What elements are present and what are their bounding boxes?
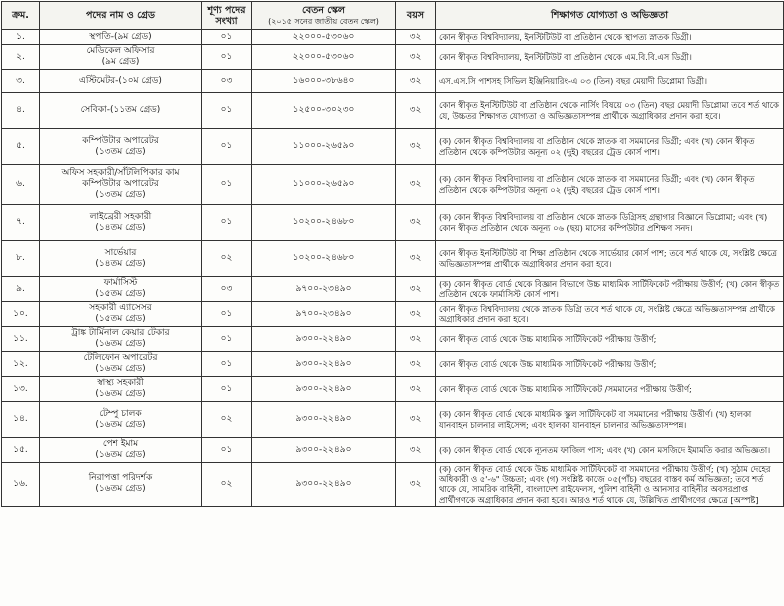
cell-post: [40, 463, 202, 507]
post-name: পেশ ইমাম: [102, 439, 139, 449]
cell-pay-scale: ১০২০০-২৪৬৮০: [252, 241, 396, 277]
cell-pay-scale: ৯৩০০-২২৪৯০: [252, 438, 396, 463]
table-row: [2, 463, 784, 507]
header-vacancy: শূণ্য পদের সংখ্যা: [202, 2, 252, 30]
cell-qualification: কোন স্বীকৃত বোর্ড থেকে উচ্চ মাধ্যমিক সার্টিফিকেট পরীক্ষায় উত্তীর্ণ;: [436, 352, 784, 377]
cell-age: ৩২: [396, 327, 436, 352]
cell-pay-scale: ৯৩০০-২২৪৯০: [252, 327, 396, 352]
cell-post: [40, 70, 202, 93]
header-pay-sub: (২০১৫ সনের জাতীয় বেতন স্কেল): [268, 16, 379, 26]
cell-post: [40, 302, 202, 327]
cell-post: [40, 327, 202, 352]
cell-pay-scale: ৯৩০০-২২৪৯০: [252, 402, 396, 438]
cell-serial: ৬.: [2, 165, 40, 205]
post-name: সার্ভেয়ার: [104, 247, 137, 258]
table-row: [2, 93, 784, 129]
cell-qualification: (ক) কোন স্বীকৃত বোর্ড থেকে মাধ্যমিক স্কুল সার্টিফিকেট বা সমমানের পরীক্ষায় উত্তীর্ণ। (খ) হালকা যানবাহন চালনার লাইসেন্স; এবং হালকা যানবাহন চালনার অভিজ্ঞতাসম্পন্ন।: [436, 402, 784, 438]
cell-pay-scale: ২২০০০-৫৩০৬০: [252, 45, 396, 70]
job-vacancy-table: [1, 1, 784, 507]
cell-serial: ১২.: [2, 352, 40, 377]
post-grade: (১৬তম গ্রেড): [95, 484, 146, 495]
cell-qualification: কোন স্বীকৃত ইনস্টিটিউট বা প্রতিষ্ঠান থেকে নার্সিং বিষয়ে ০৩ (তিন) বছর মেয়াদী ডিপ্লোমা তবে শর্ত থাকে যে, উচ্চতর শিক্ষাগত যোগ্যতা ও অভিজ্ঞতাসম্পন্ন প্রার্থীকে অগ্রাধিকার প্রদান করা হবে।: [436, 93, 784, 129]
cell-age: ৩২: [396, 205, 436, 241]
post-name: টেলিফোন অপারেটর: [83, 353, 158, 363]
cell-serial: ৫.: [2, 129, 40, 165]
post-grade: (১৬তম গ্রেড): [95, 419, 146, 430]
post-name: সহকারী এ্যাসেসর: [89, 303, 152, 313]
cell-age: ৩২: [396, 45, 436, 70]
cell-pay-scale: ৯৩০০-২২৪৯০: [252, 463, 396, 507]
cell-age: ৩২: [396, 30, 436, 45]
cell-post: [40, 205, 202, 241]
cell-vacancy: ০১: [202, 30, 252, 45]
post-name: স্থপতি-(৯ম গ্রেড): [89, 31, 152, 42]
cell-serial: ৮.: [2, 241, 40, 277]
cell-vacancy: ০২: [202, 402, 252, 438]
cell-post: [40, 30, 202, 45]
cell-post: [40, 352, 202, 377]
table-row: [2, 377, 784, 402]
table-row: [2, 327, 784, 352]
post-grade: (১৬তম গ্রেড): [95, 364, 146, 374]
post-grade: (১৫তম গ্রেড): [95, 289, 146, 299]
cell-qualification: (ক) কোন স্বীকৃত বিশ্ববিদ্যালয় বা প্রতিষ্ঠান থেকে স্নাতক বা সমমানের ডিগ্রী; এবং (খ) কোন স্বীকৃত প্রতিষ্ঠান থেকে কম্পিউটার অনূন্য ০২ (দুই) বছরের ট্রেড কোর্স পাশ।: [436, 165, 784, 205]
cell-qualification: কোন স্বীকৃত ইনস্টিটিউট বা শিক্ষা প্রতিষ্ঠান থেকে সার্ভেয়ার কোর্স পাশ; তবে শর্ত থাকে যে, সংশ্লিষ্ট ক্ষেত্রে অভিজ্ঞতাসম্পন্ন প্রার্থীকে অগ্রাধিকার প্রদান করা হবে।: [436, 241, 784, 277]
cell-pay-scale: ১১০০০-২৬৫৯০: [252, 129, 396, 165]
post-name: লাইব্রেরী সহকারী: [89, 211, 152, 222]
post-grade: (৯ম গ্রেড): [101, 57, 140, 67]
post-name: টেম্পু চালক: [99, 408, 142, 419]
header-qualification: শিক্ষাগত যোগ্যতা ও অভিজ্ঞতা: [436, 2, 784, 30]
post-grade: (১৪তম গ্রেড): [95, 258, 146, 269]
post-name: ফার্মাসিস্ট: [103, 278, 138, 288]
cell-serial: ২.: [2, 45, 40, 70]
cell-vacancy: ০১: [202, 302, 252, 327]
post-name: এস্টিমেটর-(১০ম গ্রেড): [79, 75, 162, 86]
cell-vacancy: ০১: [202, 165, 252, 205]
post-grade: (১৬তম গ্রেড): [95, 389, 146, 399]
cell-qualification: কোন স্বীকৃত বোর্ড থেকে উচ্চ মাধ্যমিক সার্টিফিকেট পরীক্ষায় উত্তীর্ণ;: [436, 327, 784, 352]
table-row: [2, 30, 784, 45]
cell-vacancy: ০১: [202, 352, 252, 377]
post-name: অফিস সহকারী/সাঁটলিপিকার কাম কম্পিউটার অপারেটর: [61, 168, 180, 189]
cell-serial: ৪.: [2, 93, 40, 129]
cell-serial: ১৪.: [2, 402, 40, 438]
cell-vacancy: ০১: [202, 129, 252, 165]
header-pay-label: বেতন স্কেল: [301, 4, 346, 16]
post-name: মেডিকেল অফিসার: [86, 46, 155, 56]
cell-serial: ১৩.: [2, 377, 40, 402]
cell-pay-scale: ৯৩০০-২২৪৯০: [252, 377, 396, 402]
cell-post: [40, 438, 202, 463]
cell-qualification: কোন স্বীকৃত বিশ্ববিদ্যালয় থেকে স্নাতক ডিগ্রি তবে শর্ত থাকে যে, সংশ্লিষ্ট ক্ষেত্রে অভিজ্ঞতাসম্পন্ন প্রার্থীকে অগ্রাধিকার প্রদান করা হবে।: [436, 302, 784, 327]
cell-vacancy: ০১: [202, 205, 252, 241]
table-row: [2, 205, 784, 241]
cell-age: ৩২: [396, 377, 436, 402]
cell-serial: ১.: [2, 30, 40, 45]
cell-vacancy: ০১: [202, 93, 252, 129]
cell-age: ৩২: [396, 70, 436, 93]
post-name: নিরাপত্তা পরিদর্শক: [88, 473, 153, 484]
cell-vacancy: ০১: [202, 377, 252, 402]
cell-age: ৩২: [396, 463, 436, 507]
cell-age: ৩২: [396, 93, 436, 129]
cell-pay-scale: ৯৩০০-২২৪৯০: [252, 352, 396, 377]
cell-post: [40, 129, 202, 165]
header-post: পদের নাম ও গ্রেড: [40, 2, 202, 30]
cell-qualification: (ক) কোন স্বীকৃত বোর্ড থেকে বিজ্ঞান বিভাগে উচ্চ মাধ্যমিক সার্টিফিকেট পরীক্ষায় উত্তীর্ণ; (খ) কোন স্বীকৃত প্রতিষ্ঠান থেকে ফার্মাসিস্ট কোর্স পাশ।: [436, 277, 784, 302]
cell-age: ৩২: [396, 352, 436, 377]
cell-serial: ৩.: [2, 70, 40, 93]
cell-serial: ৯.: [2, 277, 40, 302]
cell-pay-scale: ১০২০০-২৪৬৮০: [252, 205, 396, 241]
header-age: বয়স: [396, 2, 436, 30]
cell-pay-scale: ১১০০০-২৬৫৯০: [252, 165, 396, 205]
cell-vacancy: ০২: [202, 463, 252, 507]
post-name: ট্রাঙ্ক টার্মিনাল কেয়ার টেকার: [71, 328, 170, 338]
cell-age: ৩২: [396, 302, 436, 327]
cell-pay-scale: ৯৭০০-২৩৪৯০: [252, 302, 396, 327]
table-row: [2, 438, 784, 463]
cell-age: ৩২: [396, 402, 436, 438]
cell-vacancy: ০১: [202, 45, 252, 70]
table-row: [2, 129, 784, 165]
table-row: [2, 70, 784, 93]
cell-vacancy: ০১: [202, 438, 252, 463]
cell-vacancy: ০১: [202, 327, 252, 352]
post-name: স্বাস্থ্য সহকারী: [97, 378, 144, 388]
cell-vacancy: ০৩: [202, 70, 252, 93]
cell-pay-scale: ৯৭০০-২৩৪৯০: [252, 277, 396, 302]
cell-qualification: কোন স্বীকৃত বোর্ড থেকে উচ্চ মাধ্যমিক সার্টিফিকেট /সমমানের পরীক্ষায় উত্তীর্ণ;: [436, 377, 784, 402]
post-name: সেবিকা-(১১তম গ্রেড): [80, 105, 161, 115]
cell-post: [40, 277, 202, 302]
cell-qualification: কোন স্বীকৃত বিশ্ববিদ্যালয়, ইনস্টিটিউট বা প্রতিষ্ঠান থেকে স্থাপত্য স্নাতক ডিগ্রী।: [436, 30, 784, 45]
table-row: [2, 302, 784, 327]
cell-post: [40, 402, 202, 438]
cell-post: [40, 377, 202, 402]
cell-age: ৩২: [396, 277, 436, 302]
table-row: [2, 45, 784, 70]
table-row: [2, 402, 784, 438]
cell-age: ৩২: [396, 241, 436, 277]
table-header-row: [2, 2, 784, 30]
cell-post: [40, 241, 202, 277]
post-grade: (১৬তম গ্রেড): [95, 450, 146, 460]
cell-qualification: (ক) কোন স্বীকৃত বিশ্ববিদ্যালয় বা প্রতিষ্ঠান থেকে স্নাতক ডিগ্রিসহ গ্রন্থাগার বিজ্ঞানে ডিপ্লোমা; এবং (খ) কোন স্বীকৃত প্রতিষ্ঠান থেকে অনূন্য ০৬ (ছয়) মাসের কম্পিউটার প্রশিক্ষণ সনদ।: [436, 205, 784, 241]
table-row: [2, 241, 784, 277]
header-pay: [252, 2, 396, 30]
post-grade: (১৪তম গ্রেড): [95, 222, 146, 233]
post-grade: (১৩তম গ্রেড): [95, 146, 146, 157]
cell-serial: ৭.: [2, 205, 40, 241]
cell-qualification: (ক) কোন স্বীকৃত বোর্ড থেকে উচ্চ মাধ্যমিক সার্টিফিকেট বা সমমানের পরীক্ষায় উত্তীর্ণ; (খ) সুঠাম দেহের অধিকারী ও ৫'-৬" উচ্চতা; এবং (গ) সংশ্লিষ্ট কাজে ০৫(পাঁচ) বছরের বাস্তব কর্ম অভিজ্ঞতা; তবে শর্ত থাকে যে, সামরিক বাহিনী, বাংলাদেশ রাইফেলস, পুলিশ বাহিনী ও আনসার বাহিনীর অবসরপ্রাপ্ত প্রার্থীগণকে অগ্রাধিকার প্রদান করা হবে। আরও শর্ত থাকে যে, উল্লিখিত প্রার্থীগণের ক্ষেত্রে [অস্পষ্ট]: [436, 463, 784, 507]
cell-serial: ১৬.: [2, 463, 40, 507]
cell-age: ৩২: [396, 129, 436, 165]
cell-post: [40, 93, 202, 129]
post-name: কম্পিউটার অপারেটর: [82, 135, 159, 146]
cell-serial: ১১.: [2, 327, 40, 352]
cell-post: [40, 45, 202, 70]
cell-pay-scale: ২২০০০-৫৩০৬০: [252, 30, 396, 45]
cell-age: ৩২: [396, 165, 436, 205]
post-grade: (১৩তম গ্রেড): [95, 190, 146, 200]
table-row: [2, 277, 784, 302]
cell-vacancy: ০৩: [202, 277, 252, 302]
cell-serial: ১৫.: [2, 438, 40, 463]
cell-qualification: (ক) কোন স্বীকৃত বিশ্ববিদ্যালয় বা প্রতিষ্ঠান থেকে স্নাতক বা সমমানের ডিগ্রী; এবং (খ) কোন স্বীকৃত প্রতিষ্ঠান থেকে কম্পিউটার অনূন্য ০২ (দুই) বছরের ট্রেড কোর্স পাশ।: [436, 129, 784, 165]
cell-vacancy: ০২: [202, 241, 252, 277]
cell-qualification: এস.এস.সি পাশসহ সিভিল ইঞ্জিনিয়ারিং-এ ০৩ (তিন) বছর মেয়াদী ডিপ্লোমা ডিগ্রী।: [436, 70, 784, 93]
cell-post: [40, 165, 202, 205]
post-grade: (১৫তম গ্রেড): [95, 314, 146, 324]
cell-qualification: (ক) কোন স্বীকৃত বোর্ড থেকে ন্যূনতম ফাজিল পাস; এবং (খ) কোন মসজিদে ইমামতি করার অভিজ্ঞতা।: [436, 438, 784, 463]
post-grade: (১৬তম গ্রেড): [95, 339, 146, 349]
table-row: [2, 165, 784, 205]
table-row: [2, 352, 784, 377]
cell-pay-scale: ১৬০০০-৩৮৬৪০: [252, 70, 396, 93]
header-serial: ক্রম.: [2, 2, 40, 30]
cell-serial: ১০.: [2, 302, 40, 327]
cell-qualification: কোন স্বীকৃত বিশ্ববিদ্যালয়, ইনস্টিটিউট বা প্রতিষ্ঠান থেকে এম.বি.বি.এস ডিগ্রী।: [436, 45, 784, 70]
cell-pay-scale: ১২৫০০-৩০২৩০: [252, 93, 396, 129]
cell-age: ৩২: [396, 438, 436, 463]
